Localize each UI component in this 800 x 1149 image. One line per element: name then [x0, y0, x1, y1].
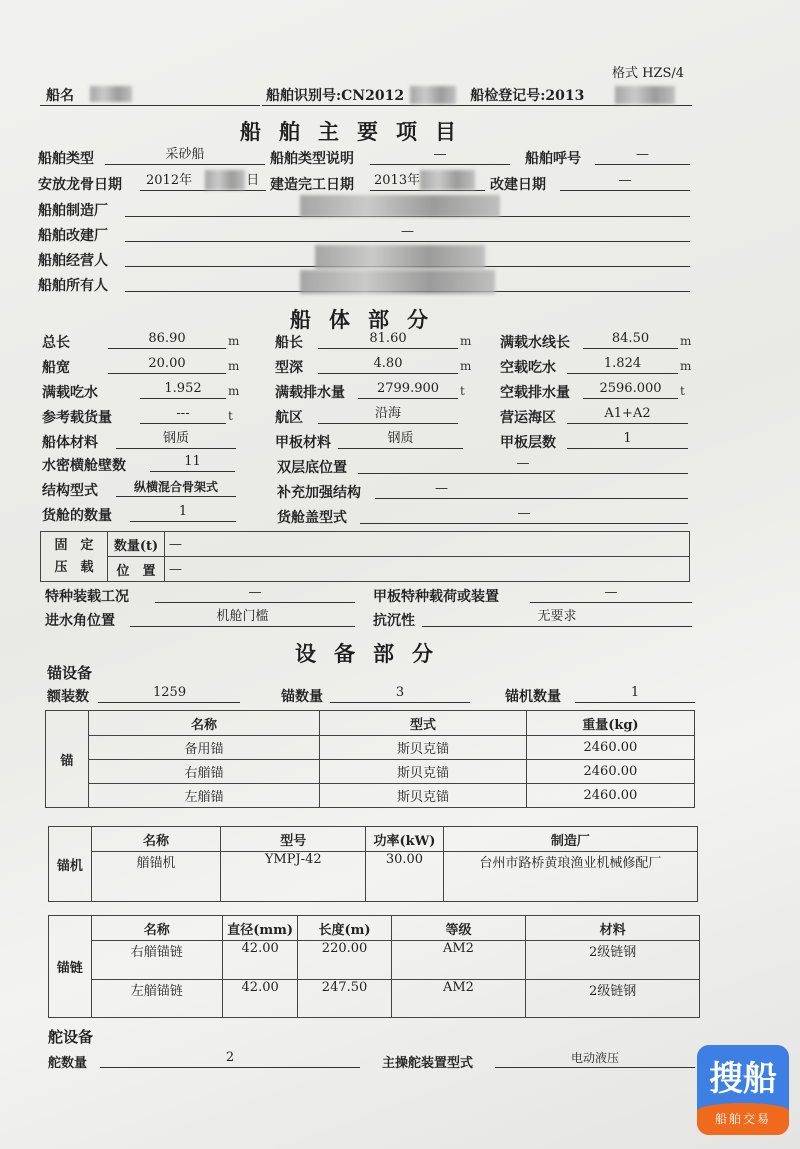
double-bottom-label: 双层底位置 [277, 460, 347, 476]
redacted-operator [315, 245, 485, 269]
equipment-section-title: 设备部分 [295, 641, 451, 666]
keel-day: 日 [246, 173, 260, 188]
column-header: 等级 [391, 916, 526, 941]
owner-label: 船舶所有人 [38, 278, 108, 294]
table-cell: AM2 [391, 941, 526, 980]
column-header: 制造厂 [443, 827, 697, 852]
table-header-row [49, 916, 700, 941]
table-side-label: 锚机 [49, 827, 92, 902]
logo-main-text: 搜船 [709, 1059, 777, 1099]
ballast-pos-value: — [165, 557, 690, 582]
table-cell: AM2 [391, 979, 526, 1018]
table-cell: 2460.00 [526, 784, 694, 808]
table-cell: 斯贝克锚 [320, 736, 527, 760]
column-header: 材料 [526, 916, 700, 941]
column-header: 型式 [320, 711, 527, 736]
hull-field-label: 型深 [275, 360, 303, 376]
hull-field-label: 参考载货量 [42, 410, 112, 426]
keel-date-value [140, 172, 266, 191]
table-cell: 2级链钢 [526, 979, 700, 1018]
hatch-value: — [360, 505, 688, 524]
unit-label: m [228, 359, 240, 373]
column-header: 型号 [221, 827, 366, 852]
unit-label: t [228, 409, 233, 423]
hull-field-value: 2799.900 [358, 380, 458, 399]
windlass-qty-label: 锚机数量 [505, 689, 561, 705]
builder-label: 船舶制造厂 [38, 203, 108, 219]
table-cell: 30.00 [366, 852, 444, 902]
unit-label: m [460, 359, 472, 373]
unit-label: t [680, 384, 685, 398]
hull-field-value: 86.90 [108, 330, 226, 349]
logo-sub-text: 船舶交易 [697, 1103, 789, 1135]
structure-value: 纵横混合骨架式 [116, 478, 236, 497]
table-row [46, 736, 695, 760]
redacted-built-date [420, 170, 475, 190]
redacted-ship-id [410, 86, 456, 104]
ship-type-value: 采砂船 [105, 146, 265, 165]
table-cell: 42.00 [222, 979, 298, 1018]
unit-label: m [680, 334, 692, 348]
built-date-label: 建造完工日期 [270, 177, 354, 193]
fixed-ballast-table [40, 531, 690, 582]
hull-section-title: 船体部分 [290, 307, 446, 332]
rudder-qty-value: 2 [100, 1049, 360, 1068]
hull-field-value: 84.50 [583, 330, 678, 349]
ballast-qty-value: — [165, 532, 690, 557]
keel-date-label: 安放龙骨日期 [38, 177, 122, 193]
redacted-registry [615, 86, 675, 104]
deck-special-value: — [530, 584, 692, 603]
table-cell: 220.00 [298, 941, 391, 980]
ballast-qty-label: 数量(t) [108, 532, 165, 557]
unit-label: m [460, 334, 472, 348]
fitting-number: 1259 [153, 685, 187, 700]
unit-label: m [228, 334, 240, 348]
ship-id-label: 船舶识别号:CN2012 [266, 88, 405, 104]
unit-label: m [228, 384, 240, 398]
table-cell: 艏锚机 [91, 852, 221, 902]
hull-field-value: 81.60 [318, 330, 458, 349]
ship-name-label: 船名 [46, 88, 74, 104]
hull-field-label: 船宽 [42, 360, 70, 376]
fitting-value [98, 684, 240, 703]
double-bottom-value: — [358, 455, 688, 474]
special-load-value: — [155, 584, 355, 603]
reinforce-text: — [435, 481, 448, 496]
hull-field-value: 沿海 [318, 405, 458, 424]
anchor-chain-table [48, 915, 700, 1018]
windlass-table [48, 826, 698, 902]
special-load-label: 特种装载工况 [45, 589, 129, 605]
form-code: 格式 HZS/4 [612, 66, 685, 81]
table-cell: 斯贝克锚 [320, 760, 527, 784]
hull-field-label: 满载排水量 [275, 385, 345, 401]
table-cell: YMPJ-42 [221, 852, 366, 902]
unsinkable-label: 抗沉性 [373, 613, 415, 629]
hull-field-label: 船长 [275, 335, 303, 351]
hull-field-value: 4.80 [318, 355, 458, 374]
hull-field-value: 20.00 [108, 355, 226, 374]
hull-field-value: 钢质 [116, 430, 236, 449]
anchor-qty-value: 3 [330, 684, 470, 703]
redacted-ship-name [90, 86, 132, 102]
unit-label: m [680, 359, 692, 373]
table-cell: 左艏锚链 [91, 979, 222, 1018]
unsinkable-value: 无要求 [422, 608, 692, 627]
rudder-qty-label: 舵数量 [48, 1056, 88, 1071]
keel-year: 2012年 [146, 173, 193, 188]
table-row [49, 852, 698, 902]
main-items-title: 船舶主要项目 [240, 119, 474, 144]
rebuild-date-label: 改建日期 [490, 177, 546, 193]
table-cell: 左艏锚 [88, 784, 319, 808]
soship-logo [697, 1045, 789, 1135]
hull-field-value: 1 [567, 430, 688, 449]
table-cell: 备用锚 [88, 736, 319, 760]
reinforce-value [375, 480, 688, 499]
table-cell: 42.00 [222, 941, 298, 980]
table-row [46, 784, 695, 808]
hull-field-label: 船体材料 [42, 435, 98, 451]
hull-field-label: 营运海区 [500, 410, 556, 426]
ballast-label-1: 固 定 [54, 537, 94, 553]
redacted-builder [300, 195, 500, 217]
hatch-label: 货舱盖型式 [277, 510, 347, 526]
type-desc-value: — [370, 146, 510, 165]
column-header: 重量(kg) [526, 711, 694, 736]
ship-name-field [40, 87, 260, 106]
ship-type-label: 船舶类型 [38, 151, 94, 167]
hull-field-value: 2596.000 [583, 380, 678, 399]
table-cell: 台州市路桥黄琅渔业机械修配厂 [443, 852, 697, 902]
rudder-section-title: 舵设备 [48, 1028, 94, 1046]
flood-angle-value: 机舱门槛 [130, 608, 355, 627]
anchor-section-title: 锚设备 [47, 664, 93, 682]
column-header: 功率(kW) [366, 827, 444, 852]
hull-field-value: --- [140, 405, 226, 424]
table-cell: 右艏锚 [88, 760, 319, 784]
hull-field-value: A1+A2 [567, 405, 688, 424]
built-year: 2013年 [374, 173, 421, 188]
operator-label: 船舶经营人 [38, 253, 108, 269]
windlass-qty-value: 1 [575, 684, 695, 703]
table-header-row [49, 827, 698, 852]
column-header: 名称 [91, 827, 221, 852]
column-header: 名称 [91, 916, 222, 941]
reinforce-label: 补充加强结构 [277, 485, 361, 501]
redacted-owner [300, 270, 495, 294]
table-cell: 2460.00 [526, 736, 694, 760]
registry-label: 船检登记号:2013 [470, 88, 585, 104]
steering-gear-label: 主操舵装置型式 [382, 1056, 474, 1071]
hull-field-value: 钢质 [338, 430, 463, 449]
flood-angle-label: 进水角位置 [45, 613, 115, 629]
hull-field-value: 1.824 [567, 355, 678, 374]
holds-label: 货舱的数量 [42, 508, 112, 524]
deck-special-label: 甲板特种载荷或装置 [373, 589, 499, 605]
ballast-pos-label: 位 置 [108, 557, 165, 582]
fitting-label: 额装数 [47, 689, 89, 705]
column-header: 直径(mm) [222, 916, 298, 941]
bulkheads-label: 水密横舱壁数 [42, 458, 126, 474]
rebuilder-label: 船舶改建厂 [38, 228, 108, 244]
table-side-label: 锚 [46, 711, 89, 808]
holds-value: 1 [130, 503, 236, 522]
column-header: 名称 [88, 711, 319, 736]
structure-label: 结构型式 [42, 483, 98, 499]
steering-gear-value: 电动液压 [495, 1049, 695, 1068]
table-row [49, 979, 700, 1018]
table-cell: 2级链钢 [526, 941, 700, 980]
unit-label: t [460, 384, 465, 398]
hull-field-value: 1.952 [140, 380, 226, 399]
bulkheads-value: 11 [150, 453, 235, 472]
ballast-label-2: 压 载 [54, 559, 94, 575]
hull-field-label: 空载排水量 [500, 385, 570, 401]
hull-field-label: 航区 [275, 410, 303, 426]
hull-field-label: 甲板层数 [500, 435, 556, 451]
rebuilder-value: — [125, 223, 690, 242]
table-cell: 右艏锚链 [91, 941, 222, 980]
table-cell: 247.50 [298, 979, 391, 1018]
call-sign-value: — [595, 146, 690, 165]
hull-field-label: 满载水线长 [500, 335, 570, 351]
rebuild-date-value: — [560, 172, 690, 191]
hull-field-label: 空载吃水 [500, 360, 556, 376]
anchor-qty-label: 锚数量 [281, 689, 323, 705]
redacted-keel-date [205, 170, 245, 190]
anchor-table [45, 710, 695, 808]
hull-field-label: 甲板材料 [275, 435, 331, 451]
table-cell: 2460.00 [526, 760, 694, 784]
table-side-label: 锚链 [49, 916, 92, 1018]
type-desc-label: 船舶类型说明 [270, 151, 354, 167]
table-row [49, 941, 700, 980]
hull-field-label: 满载吃水 [42, 385, 98, 401]
call-sign-label: 船舶呼号 [525, 151, 581, 167]
table-cell: 斯贝克锚 [320, 784, 527, 808]
column-header: 长度(m) [298, 916, 391, 941]
ballast-label [41, 532, 108, 582]
hull-field-label: 总长 [42, 335, 70, 351]
table-row [46, 760, 695, 784]
table-header-row [46, 711, 695, 736]
